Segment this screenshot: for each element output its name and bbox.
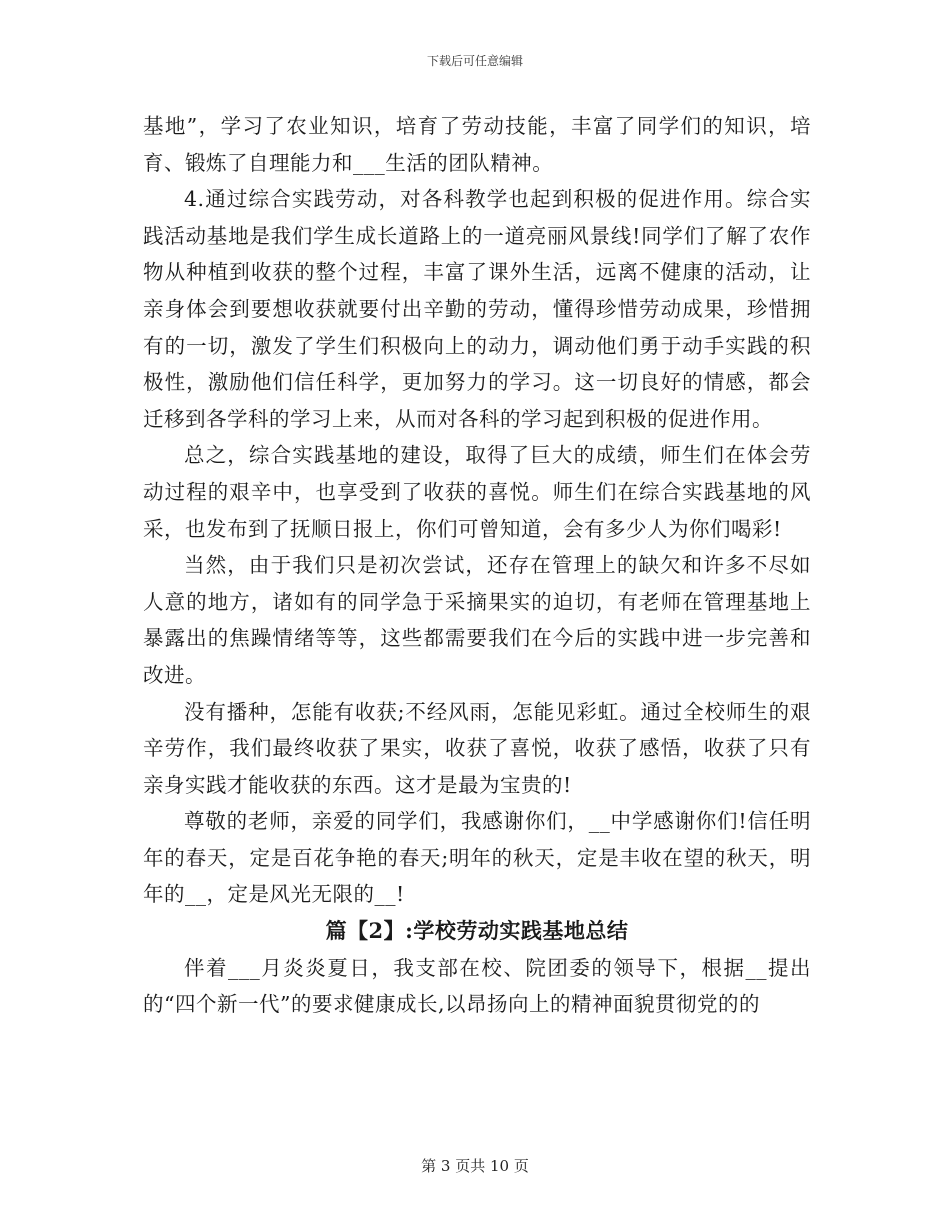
section-title: 篇【2】:学校劳动实践基地总结 <box>325 918 629 944</box>
paragraph-shortcomings: 当然，由于我们只是初次尝试，还存在管理上的缺欠和许多不尽如人意的地方，诸如有的同学急于采摘果实的迫切，有老师在管理基地上暴露出的焦躁情绪等等，这些都需要我们在今后的实践中进一步完善和改进。 <box>143 553 811 687</box>
paragraph-point-4: 4.通过综合实践劳动，对各科教学也起到积极的促进作用。综合实践活动基地是我们学生成长道路上的一道亮丽风景线!同学们了解了农作物从种植到收获的整个过程，丰富了课外生活，远离不健康的活动，让亲身体会到要想收获就要付出辛勤的劳动，懂得珍惜劳动成果，珍惜拥有的一切，激发了学生们积极向上的动力，调动他们勇于动手实践的积极性，激励他们信任科学，更加努力的学习。这一切良好的情感，都会迁移到各学科的学习上来，从而对各科的学习起到积极的促进作用。 <box>143 187 811 431</box>
document-body <box>143 108 811 1023</box>
paragraph-thanks: 尊敬的老师，亲爱的同学们，我感谢你们，__中学感谢你们!信任明年的春天，定是百花争艳的春天;明年的秋天，定是丰收在望的秋天，明年的__，定是风光无限的__! <box>143 809 811 907</box>
paragraph-summary: 总之，综合实践基地的建设，取得了巨大的成绩，师生们在体会劳动过程的艰辛中，也享受到了收获的喜悦。师生们在综合实践基地的风采，也发布到了抚顺日报上，你们可曾知道，会有多少人为你们喝彩! <box>143 443 811 541</box>
paragraph-section-intro: 伴着___月炎炎夏日，我支部在校、院团委的领导下，根据__提出的“四个新一代”的要求健康成长,以昂扬向上的精神面貌贯彻党的的 <box>143 955 811 1017</box>
paragraph-harvest: 没有播种，怎能有收获;不经风雨，怎能见彩虹。通过全校师生的艰辛劳作，我们最终收获了果实，收获了喜悦，收获了感悟，收获了只有亲身实践才能收获的东西。这才是最为宝贵的! <box>143 699 811 797</box>
page-header: 下载后可任意编辑 <box>426 54 523 68</box>
paragraph-continuation: 基地”，学习了农业知识，培育了劳动技能，丰富了同学们的知识，培育、锻炼了自理能力和___生活的团队精神。 <box>143 114 811 175</box>
page-footer: 第 3 页共 10 页 <box>421 1157 529 1175</box>
